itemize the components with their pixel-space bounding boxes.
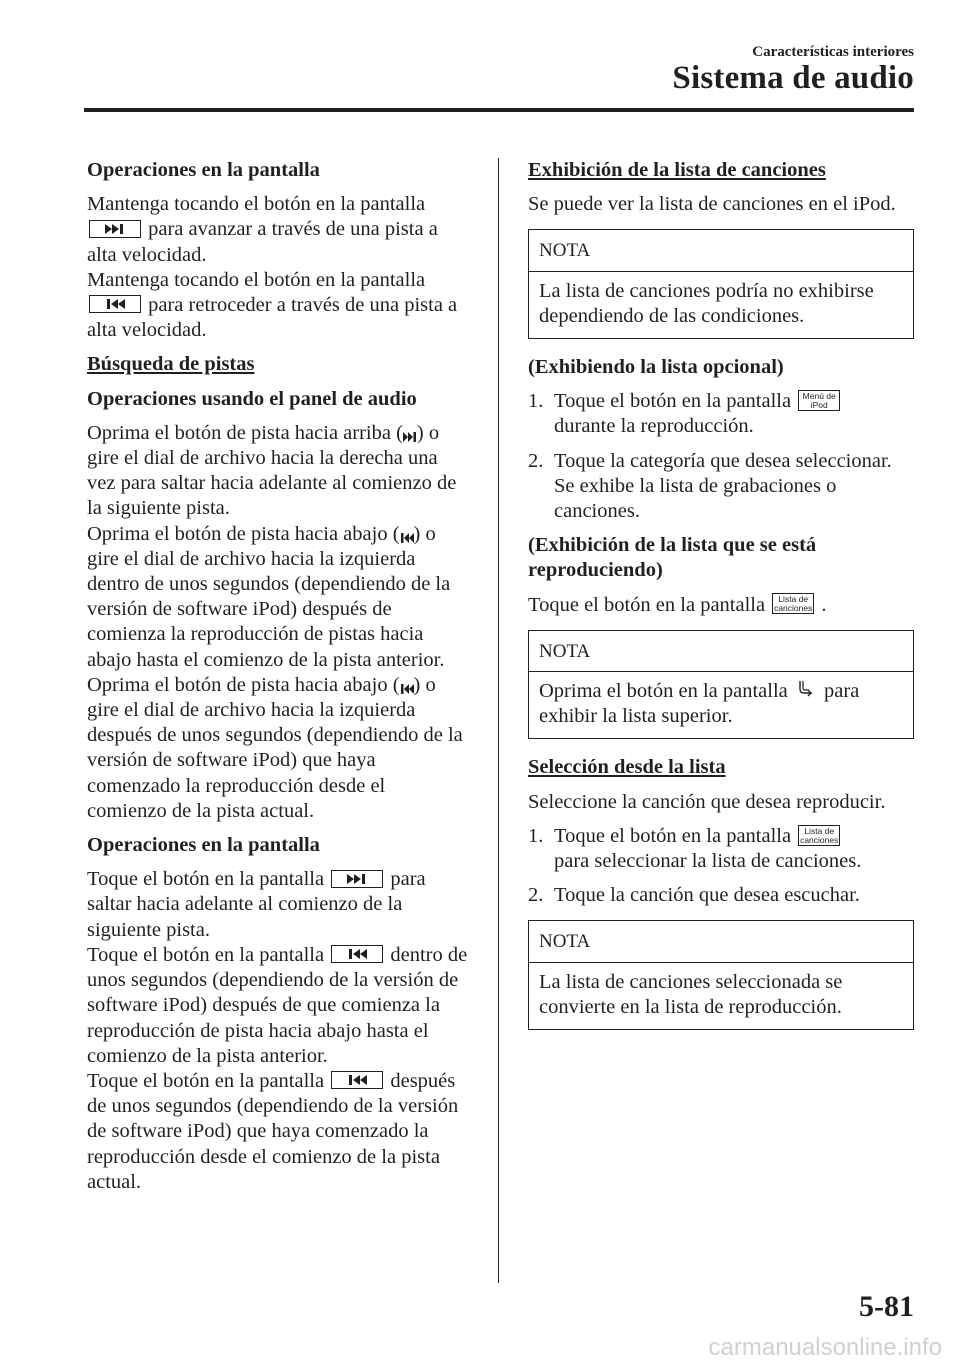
note-box-1 (528, 229, 914, 339)
note-title: NOTA (529, 631, 913, 672)
prev-track-icon (400, 525, 414, 543)
page-title: Sistema de audio (672, 60, 914, 96)
note-body: Oprima el botón en la pantalla para exhibir la lista superior. (539, 680, 860, 728)
header-rule (84, 108, 914, 112)
list-item: 2. Toque la canción que desea escuchar. (528, 884, 860, 907)
prev-track-button (331, 1071, 383, 1089)
prev-track-button (331, 945, 383, 963)
paragraph-screen-ops: Toque el botón en la pantalla para saltar hacia adelante al comienzo de la siguiente pista. Toque el botón en la pantalla dentro de unos segundos (dependiendo de la versión de software iPod) después de que comienza la reproducción de pista hacia abajo hasta el comienzo de la pista anterior. Toque el botón en la pantalla después de unos segundos (dependiendo de la versión de software iPod) que haya comenzado la reproducción desde el comienzo de la pista actual. (87, 868, 468, 1193)
song-list-button: Lista de canciones (774, 594, 813, 614)
list-item: 2. Toque la categoría que desea seleccionar. Se exhibe la lista de grabaciones o canciones. (528, 449, 892, 523)
next-track-button (331, 870, 383, 888)
prev-track-icon (102, 298, 128, 310)
paragraph-playing-list: Toque el botón en la pantalla Lista de canciones . (528, 593, 827, 616)
heading-playing-list: (Exhibición de la lista que se está reproduciendo) (528, 534, 817, 582)
heading-optional-list: (Exhibiendo la lista opcional) (528, 356, 784, 379)
prev-track-icon (400, 676, 414, 694)
note-title: NOTA (529, 230, 913, 271)
back-icon (795, 679, 817, 701)
list-item: 1. Toque el botón en la pantalla Menú de iPod durante la reproducción. (528, 389, 914, 439)
next-track-button (89, 220, 141, 238)
next-track-icon (403, 424, 417, 442)
paragraph-panel-ops: Oprima el botón de pista hacia arriba ( ) o gire el dial de archivo hacia la derecha una vez para saltar hacia adelante al comienzo de la siguiente pista. Oprima el botón de pista hacia abajo ( ) o gire el dial de archivo hacia la izquierda dentro de unos segundos (dependiendo de la versión de software iPod) después de comienza la reproducción de pistas hacia abajo hasta el comienzo de la pista anterior. Oprima el botón de pista hacia abajo ( ) o gire el dial de archivo hacia la izquierda después de unos segundos (dependiendo de la versión de software iPod) que haya comenzado la reproducción desde el comienzo de la pista actual. (87, 421, 463, 822)
heading-select-from-list: Selección desde la lista (528, 756, 726, 779)
next-track-icon (344, 873, 370, 885)
heading-panel-ops: Operaciones usando el panel de audio (87, 387, 417, 410)
paragraph-song-list: Se puede ver la lista de canciones en el iPod. (528, 193, 896, 216)
list-item: 1. Toque el botón en la pantalla Lista de canciones para seleccionar la lista de canciones. (528, 824, 862, 873)
heading-song-list: Exhibición de la lista de canciones (528, 159, 826, 181)
prev-track-icon (344, 948, 370, 960)
heading-track-search: Búsqueda de pistas (87, 353, 255, 376)
watermark: carmanualsonline.info (708, 1334, 942, 1361)
right-column (528, 158, 914, 1046)
page-number: 5-81 (859, 1290, 914, 1323)
next-track-icon (102, 223, 128, 235)
paragraph-hold-buttons: Mantenga tocando el botón en la pantalla para avanzar a través de una pista a alta velocidad. Mantenga tocando el botón en la pantalla para retroceder a través de una pista a alta velocidad. (87, 193, 458, 342)
paragraph-select: Seleccione la canción que desea reproducir. (528, 790, 886, 813)
left-column (87, 158, 469, 1204)
note-title: NOTA (529, 921, 913, 962)
note-body: La lista de canciones seleccionada se convierte en la lista de reproducción. (539, 970, 843, 1018)
note-box-3 (528, 920, 914, 1030)
heading-screen-ops-2: Operaciones en la pantalla (87, 834, 320, 857)
song-list-button: Lista de canciones (800, 825, 839, 845)
prev-track-button (89, 295, 141, 313)
prev-track-icon (344, 1074, 370, 1086)
note-box-2 (528, 630, 914, 740)
ipod-menu-button: Menú de iPod (798, 390, 840, 411)
heading-screen-ops: Operaciones en la pantalla (87, 159, 320, 181)
column-divider (498, 158, 499, 1283)
note-body: La lista de canciones podría no exhibirse dependiendo de las condiciones. (539, 279, 874, 327)
section-label: Características interiores (752, 44, 914, 60)
